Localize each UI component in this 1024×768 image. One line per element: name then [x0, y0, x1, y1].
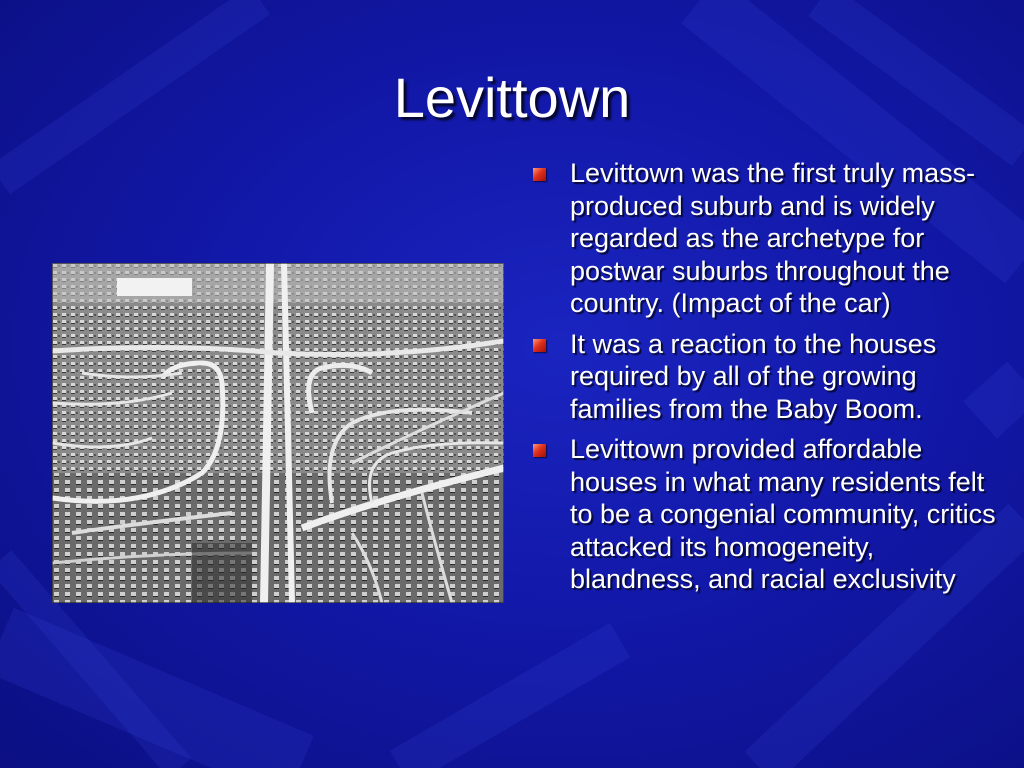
bullet-text: Levittown provided affordable houses in what many residents felt to be a congenial community, critics attacked its homogeneity, blandness, and racial exclusivity: [570, 434, 996, 594]
bullet-text: It was a reaction to the houses required by all of the growing families from the Baby Boom.: [570, 328, 937, 424]
bullet-item: [530, 328, 1010, 426]
square-bullet-icon: [533, 339, 546, 352]
bullet-text: Levittown was the first truly mass-produced suburb and is widely regarded as the archetype for postwar suburbs throughout the country. (Impact of the car): [570, 158, 976, 318]
bullet-item: [530, 157, 1010, 320]
bullet-item: [530, 433, 1010, 596]
slide-title: Levittown: [393, 66, 631, 129]
square-bullet-icon: [533, 168, 546, 181]
levittown-aerial-photo: [52, 263, 504, 603]
square-bullet-icon: [533, 444, 546, 457]
bullet-list: [530, 157, 1010, 604]
